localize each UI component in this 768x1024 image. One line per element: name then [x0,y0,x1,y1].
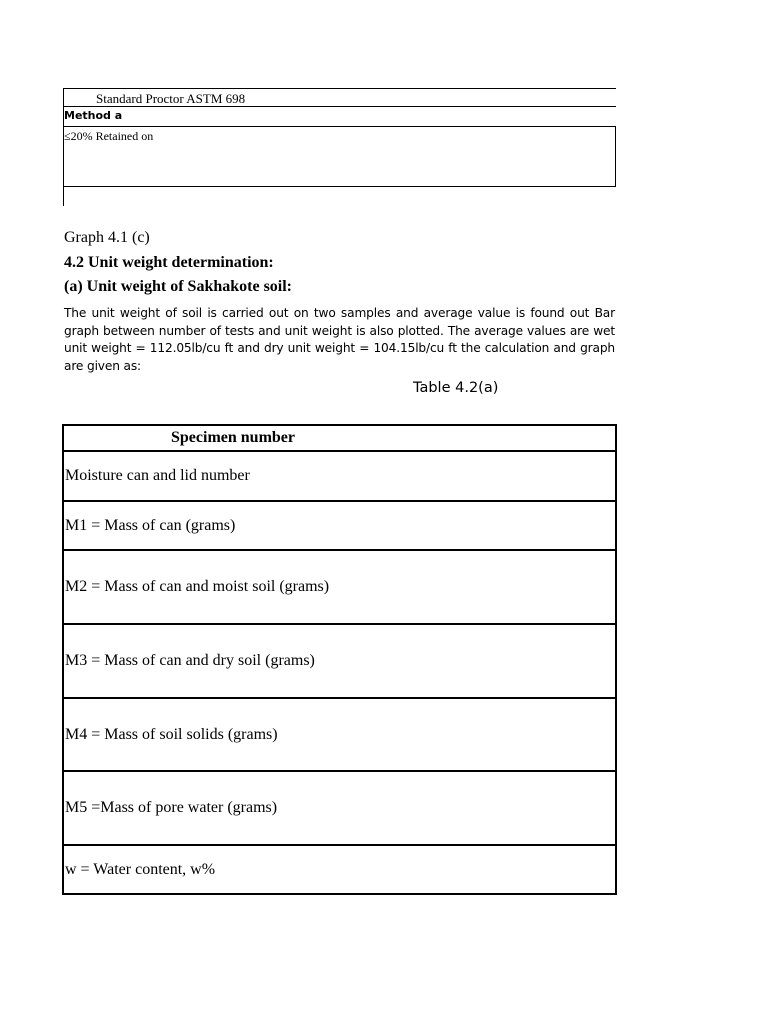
body-paragraph: The unit weight of soil is carried out on two samples and average value is found out Bar graph between number of tests and unit weight is also plotted. The average values are wet unit weight = 112.05lb/cu ft and dry unit weight = 104.15lb/cu ft the calculation and graph are given as: [64,306,615,373]
subsection-heading: (a) Unit weight of Sakhakote soil: [64,278,293,295]
specimen-number-header: Specimen number [63,425,616,451]
table-caption: Table 4.2(a) [413,380,499,396]
row-label: w = Water content, w% [63,845,616,894]
row-label: Moisture can and lid number [63,451,616,501]
table-row [63,624,616,698]
table-row [63,501,616,550]
row-label: M5 =Mass of pore water (grams) [63,771,616,845]
table-header-row [63,425,616,451]
table-row [63,451,616,501]
section-heading: 4.2 Unit weight determination: [64,254,274,271]
row-label: M2 = Mass of can and moist soil (grams) [63,550,616,624]
standard-proctor-table [63,88,616,206]
table-row [63,771,616,845]
row-label: M3 = Mass of can and dry soil (grams) [63,624,616,698]
unit-weight-table [62,424,617,895]
retained-label: ≤20% Retained on [64,129,154,143]
method-label: Method a [64,109,123,122]
table-row [63,550,616,624]
graph-caption: Graph 4.1 (c) [64,229,150,246]
row-label: M4 = Mass of soil solids (grams) [63,698,616,771]
retained-row [63,126,616,187]
table-left-edge [63,187,64,206]
row-label: M1 = Mass of can (grams) [63,501,616,550]
proctor-title-row [63,88,616,107]
proctor-title: Standard Proctor ASTM 698 [96,91,246,106]
method-row [63,107,616,126]
table-row [63,698,616,771]
table-row [63,845,616,894]
